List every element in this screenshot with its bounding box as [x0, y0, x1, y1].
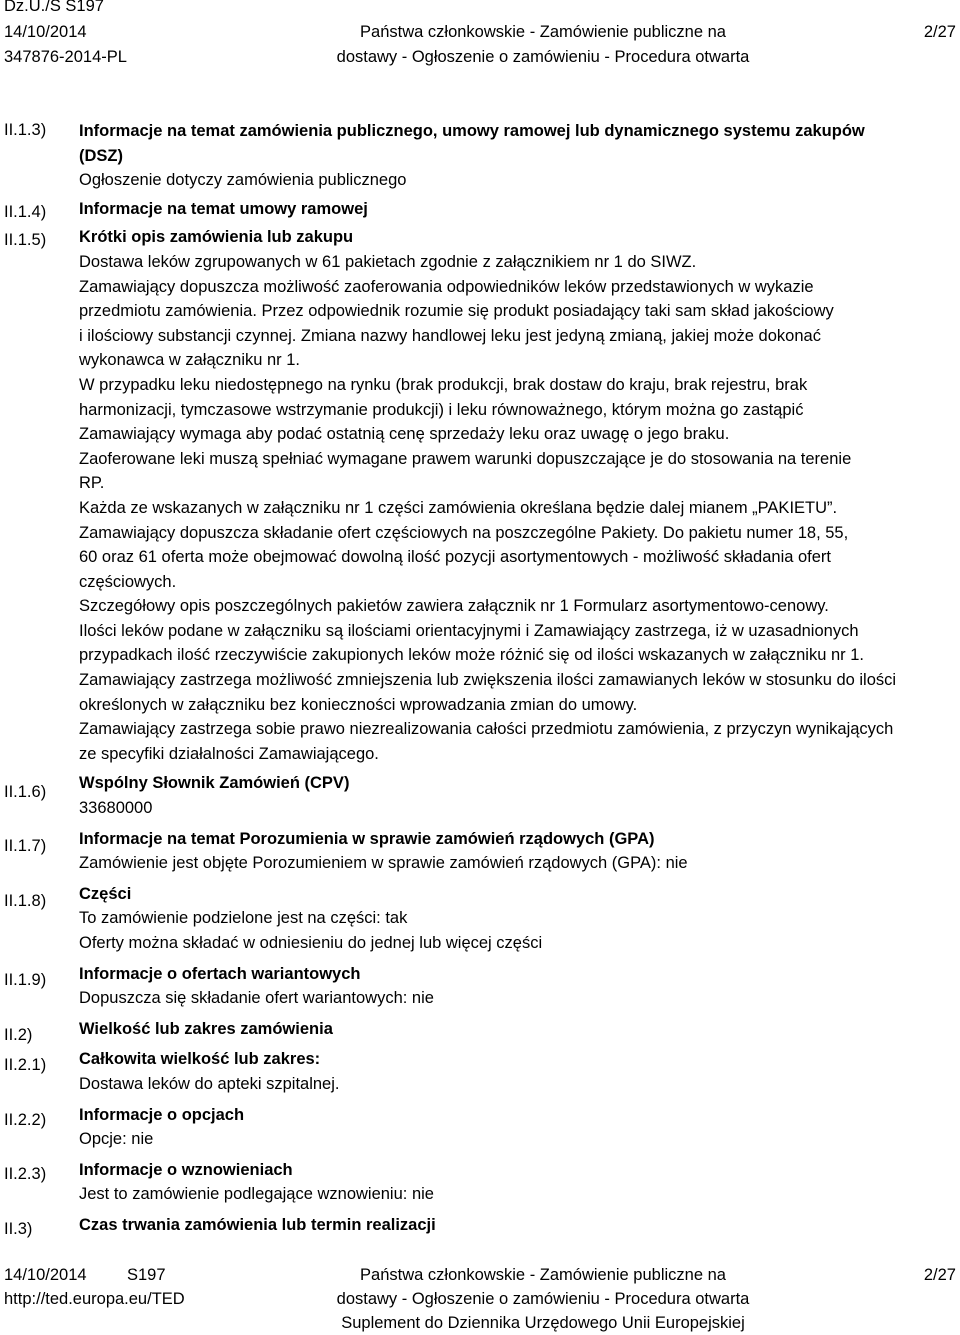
section-heading: Informacje na temat zamówienia publicznego, umowy ramowej lub dynamicznego systemu zakupów: [79, 122, 865, 140]
header-title-line2: dostawy - Ogłoszenie o zamówieniu - Procedura otwarta: [336, 48, 750, 66]
section-number: II.1.8): [4, 892, 47, 910]
body-text: i ilościowy substancji czynnej. Zmiana nazwy handlowej leku jest jedyną zmianą, jakiej może dokonać: [79, 326, 821, 345]
body-text: przypadkach ilość rzeczywiście zakupionych leków może różnić się od ilości wskazanych w załączniku nr 1.: [79, 646, 864, 665]
body-text: Jest to zamówienie podlegające wznowieniu: nie: [79, 1185, 434, 1204]
body-text: ze specyfiki działalności Zamawiającego.: [79, 744, 379, 763]
section-heading: Informacje na temat Porozumienia w sprawie zamówień rządowych (GPA): [79, 829, 655, 848]
section-number: II.1.5): [4, 231, 47, 249]
footer-title-line2: dostawy - Ogłoszenie o zamówieniu - Procedura otwarta: [336, 1290, 750, 1308]
section-number: II.2): [4, 1026, 33, 1044]
header-title-line1: Państwa członkowskie - Zamówienie publiczne na: [360, 23, 726, 41]
section-heading: Informacje o ofertach wariantowych: [79, 964, 361, 983]
footer-page-number: 2/27: [923, 1266, 956, 1284]
body-text: przedmiotu zamówienia. Przez odpowiednik rozumie się produkt posiadający taki sam skład jakościowy: [79, 302, 834, 321]
body-text: Każda ze wskazanych w załączniku nr 1 części zamówienia określana będzie dalej mianem „PAKIETU”.: [79, 498, 838, 517]
section-heading-continued: (DSZ): [79, 146, 123, 165]
section-number: II.1.7): [4, 837, 47, 855]
footer-title-line1: Państwa członkowskie - Zamówienie publiczne na: [360, 1266, 726, 1284]
body-text: Zamawiający zastrzega możliwość zmniejszenia lub zwiększenia ilości zamawianych leków w stosunku do ilości: [79, 671, 897, 690]
section-heading: Informacje o wznowieniach: [79, 1160, 293, 1179]
body-text: Zamawiający wymaga aby podać ostatnią cenę sprzedaży leku oraz uwagę o jego braku.: [79, 425, 730, 444]
section-number: II.1.4): [4, 203, 47, 221]
section-number: II.1.3): [4, 121, 47, 139]
body-text: Zamówienie jest objęte Porozumieniem w sprawie zamówień rządowych (GPA): nie: [79, 854, 688, 873]
body-text: To zamówienie podzielone jest na części: tak: [79, 909, 408, 928]
section-heading: Części: [79, 884, 132, 903]
cpv-code: 33680000: [79, 799, 153, 818]
section-heading: Krótki opis zamówienia lub zakupu: [79, 228, 354, 247]
body-text: Dostawa leków do apteki szpitalnej.: [79, 1074, 340, 1093]
section-heading: Informacje o opcjach: [79, 1105, 245, 1124]
section-heading: Całkowita wielkość lub zakres:: [79, 1050, 321, 1069]
body-text: Oferty można składać w odniesieniu do jednej lub więcej części: [79, 934, 543, 952]
section-number: II.3): [4, 1220, 33, 1238]
body-text: Opcje: nie: [79, 1130, 154, 1149]
section-heading: Wspólny Słownik Zamówień (CPV): [79, 774, 350, 793]
body-text: określonych w załączniku bez konieczności wprowadzania zmian do umowy.: [79, 695, 638, 714]
body-text: Dostawa leków zgrupowanych w 61 pakietach zgodnie z załącznikiem nr 1 do SIWZ.: [79, 252, 697, 271]
header-date: 14/10/2014: [4, 23, 87, 41]
section-number: II.2.1): [4, 1056, 47, 1074]
notice-body: [79, 118, 957, 1238]
footer-issue: S197: [127, 1266, 166, 1284]
header-page-number: 2/27: [923, 23, 956, 41]
body-text: Zamawiający dopuszcza składanie ofert częściowych na poszczególne Pakiety. Do pakietu numer 18, 55,: [79, 523, 849, 542]
section-number: II.2.2): [4, 1111, 47, 1129]
body-text: Ilości leków podane w załączniku są ilościami orientacyjnymi i Zamawiający zastrzega, iż w uzasadnionych: [79, 621, 859, 640]
body-text: Zaoferowane leki muszą spełniać wymagane prawem warunki dopuszczające je do stosowania na terenie: [79, 449, 852, 468]
body-text: Szczegółowy opis poszczególnych pakietów zawiera załącznik nr 1 Formularz asortymentowo-cenowy.: [79, 597, 829, 616]
notice-id: 347876-2014-PL: [4, 48, 127, 66]
page-footer: [0, 1263, 960, 1334]
journal-reference: Dz.U./S S197: [4, 0, 104, 15]
body-text: RP.: [79, 474, 105, 493]
body-text: Dopuszcza się składanie ofert wariantowych: nie: [79, 989, 434, 1008]
footer-url[interactable]: http://ted.europa.eu/TED: [4, 1290, 185, 1308]
body-text: wykonawca w załączniku nr 1.: [79, 351, 301, 370]
body-text: Ogłoszenie dotyczy zamówienia publicznego: [79, 171, 407, 190]
body-text: Zamawiający dopuszcza możliwość zaoferowania odpowiedników leków przedstawionych w wykazie: [79, 277, 814, 296]
section-number: II.2.3): [4, 1165, 47, 1183]
page-header: [0, 0, 960, 70]
body-text: harmonizacji, tymczasowe wstrzymanie produkcji) i leku równoważnego, którym można go zastąpić: [79, 400, 804, 419]
section-number: II.1.9): [4, 971, 47, 989]
section-heading: Czas trwania zamówienia lub termin realizacji: [79, 1215, 436, 1234]
body-text: częściowych.: [79, 572, 177, 591]
footer-title-line3: Suplement do Dziennika Urzędowego Unii Europejskiej: [341, 1314, 745, 1332]
section-heading: Informacje na temat umowy ramowej: [79, 199, 368, 218]
section-number: II.1.6): [4, 783, 47, 801]
section-heading: Wielkość lub zakres zamówienia: [79, 1019, 333, 1038]
body-text: Zamawiający zastrzega sobie prawo niezrealizowania całości przedmiotu zamówienia, z przyczyn wynikających: [79, 720, 894, 739]
body-text: 60 oraz 61 oferta może obejmować dowolną ilość pozycji asortymentowych - możliwość składania ofert: [79, 548, 832, 567]
body-text: W przypadku leku niedostępnego na rynku (brak produkcji, brak dostaw do kraju, brak rejestru, brak: [79, 375, 808, 394]
footer-date: 14/10/2014: [4, 1266, 87, 1284]
